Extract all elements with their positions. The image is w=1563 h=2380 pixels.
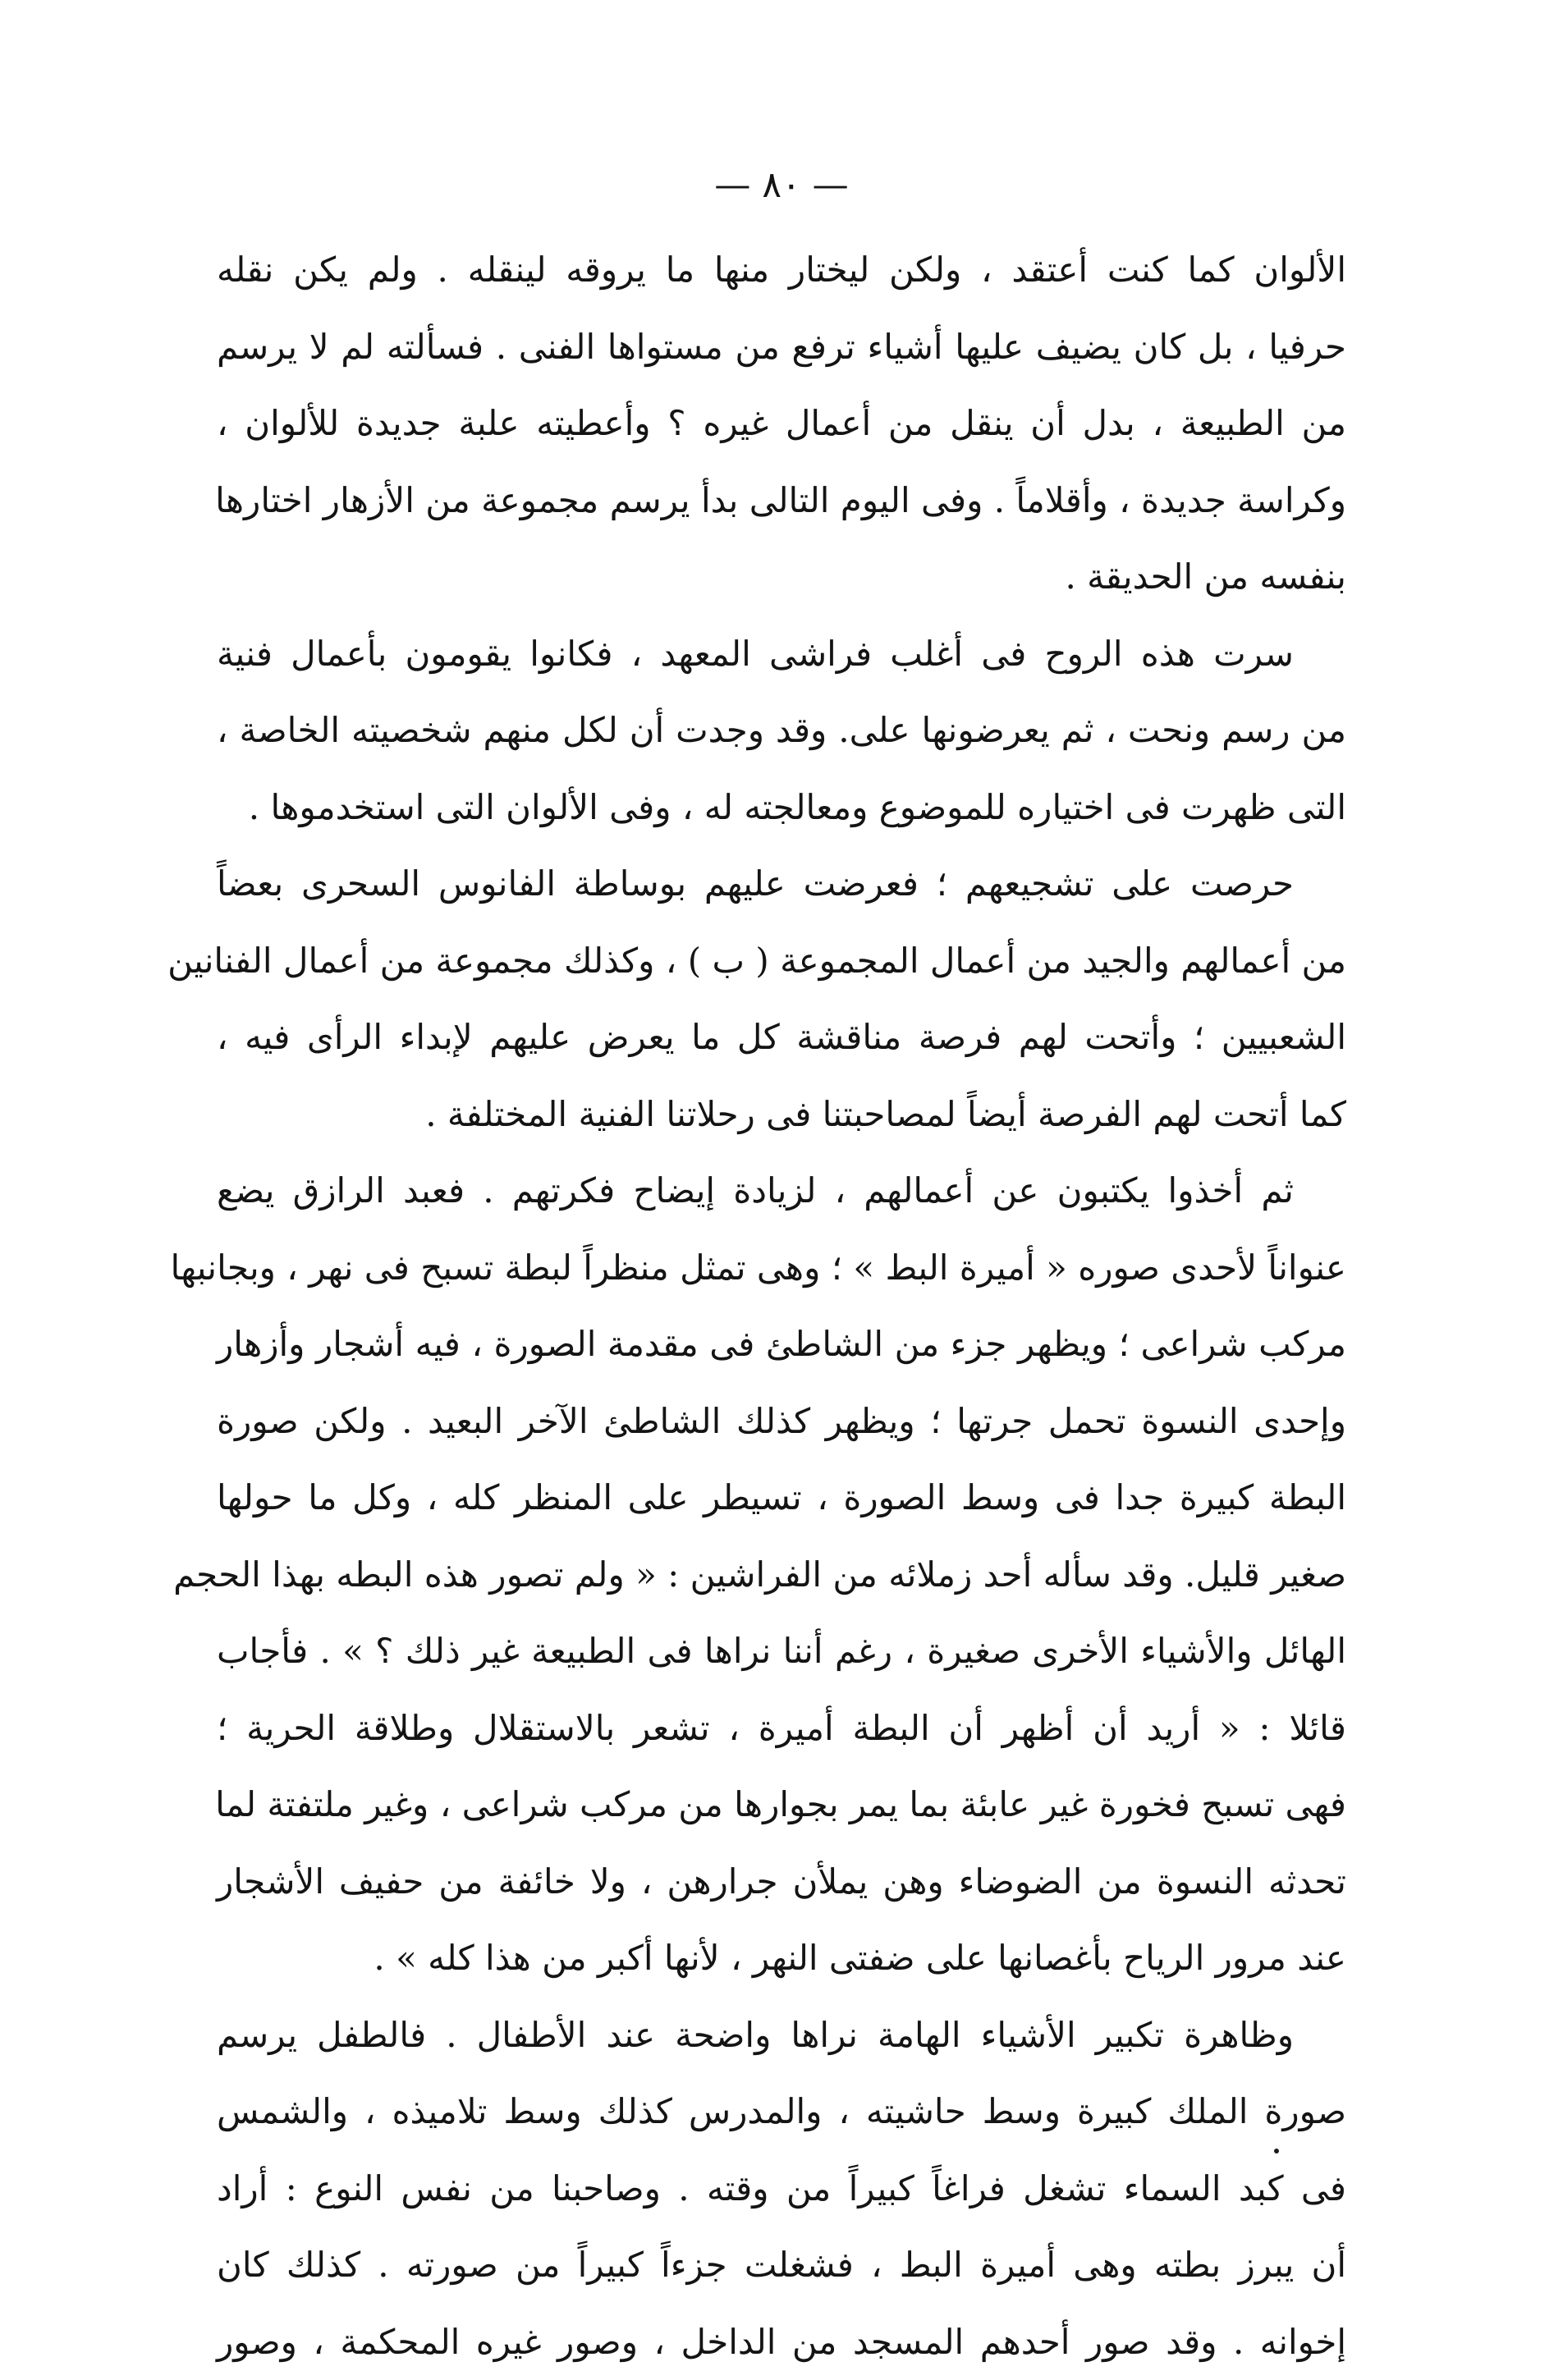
text-line: ثم أخذوا يكتبون عن أعمالهم ، لزيادة إيضاح فكرتهم . فعبد الرازق يضع [217,1152,1346,1229]
text-line: أن يبرز بطته وهى أميرة البط ، فشغلت جزءاً كبيراً من صورته . كذلك كان [217,2227,1346,2304]
text-line: الهائل والأشياء الأخرى صغيرة ، رغم أننا نراها فى الطبيعة غير ذلك ؟ » . فأجاب [217,1613,1346,1690]
text-line: صورة الملك كبيرة وسط حاشيته ، والمدرس كذلك وسط تلاميذه ، والشمس [217,2073,1346,2150]
text-line: قائلا : « أريد أن أظهر أن البطة أميرة ، تشعر بالاستقلال وطلاقة الحرية ؛ [217,1690,1346,1767]
text-line: التى ظهرت فى اختياره للموضوع ومعالجته له ، وفى الألوان التى استخدموها . [217,769,1346,846]
text-line: وإحدى النسوة تحمل جرتها ؛ ويظهر كذلك الشاطئ الآخر البعيد . ولكن صورة [217,1383,1346,1460]
text-line: عنواناً لأحدى صوره « أميرة البط » ؛ وهى تمثل منظراً لبطة تسبح فى نهر ، وبجانبها [217,1229,1346,1307]
text-line: تحدثه النسوة من الضوضاء وهن يملأن جرارهن ، ولا خائفة من حفيف الأشجار [217,1843,1346,1920]
text-line: إخوانه . وقد صور أحدهم المسجد من الداخل ، وصور غيره المحكمة ، وصور [217,2304,1346,2380]
text-line: حرصت على تشجيعهم ؛ فعرضت عليهم بوساطة الفانوس السحرى بعضاً [217,845,1346,922]
stray-dot-mark [1274,2149,1279,2153]
text-line: حرفيا ، بل كان يضيف عليها أشياء ترفع من مستواها الفنى . فسألته لم لا يرسم [217,309,1346,386]
page-number: — ٨٠ — [0,161,1563,210]
text-line: بنفسه من الحديقة . [217,538,1346,616]
text-line: مركب شراعى ؛ ويظهر جزء من الشاطئ فى مقدمة الصورة ، فيه أشجار وأزهار [217,1306,1346,1383]
text-line: الألوان كما كنت أعتقد ، ولكن ليختار منها ما يروقه لينقله . ولم يكن نقله [217,231,1346,309]
text-line: وظاهرة تكبير الأشياء الهامة نراها واضحة عند الأطفال . فالطفل يرسم [217,1997,1346,2074]
text-line: البطة كبيرة جدا فى وسط الصورة ، تسيطر على المنظر كله ، وكل ما حولها [217,1459,1346,1536]
text-line: وكراسة جديدة ، وأقلاماً . وفى اليوم التالى بدأ يرسم مجموعة من الأزهار اختارها [217,462,1346,539]
text-line: من الطبيعة ، بدل أن ينقل من أعمال غيره ؟ وأعطيته علبة جديدة للألوان ، [217,385,1346,462]
text-line: كما أتحت لهم الفرصة أيضاً لمصاحبتنا فى رحلاتنا الفنية المختلفة . [217,1076,1346,1153]
text-line: فهى تسبح فخورة غير عابئة بما يمر بجوارها من مركب شراعى ، وغير ملتفتة لما [217,1766,1346,1843]
text-line: سرت هذه الروح فى أغلب فراشى المعهد ، فكانوا يقومون بأعمال فنية [217,616,1346,693]
text-line: الشعبيين ؛ وأتحت لهم فرصة مناقشة كل ما يعرض عليهم لإبداء الرأى فيه ، [217,999,1346,1076]
text-line: من رسم ونحت ، ثم يعرضونها على. وقد وجدت أن لكل منهم شخصيته الخاصة ، [217,692,1346,769]
text-line: من أعمالهم والجيد من أعمال المجموعة ( ب ) ، وكذلك مجموعة من أعمال الفنانين [217,922,1346,1000]
text-line: صغير قليل. وقد سأله أحد زملائه من الفراشين : « ولم تصور هذه البطه بهذا الحجم [217,1536,1346,1613]
text-line: فى كبد السماء تشغل فراغاً كبيراً من وقته . وصاحبنا من نفس النوع : أراد [217,2150,1346,2227]
body-text [217,231,1346,2380]
text-line: عند مرور الرياح بأغصانها على ضفتى النهر ، لأنها أكبر من هذا كله » . [217,1920,1346,1997]
